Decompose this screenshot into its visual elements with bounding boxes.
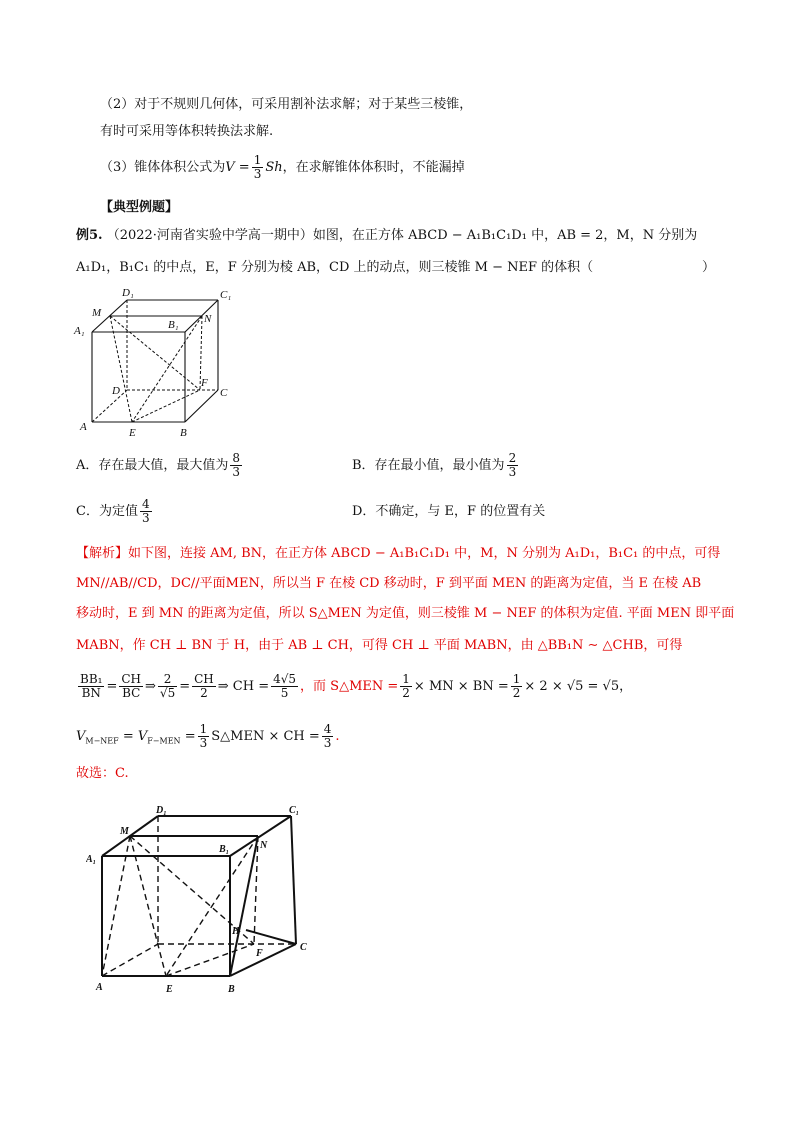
fig2-label-b: B xyxy=(228,984,235,995)
note-3-sh: Sh xyxy=(265,160,283,175)
edge-b-c xyxy=(185,390,218,422)
fig2-label-f: F xyxy=(256,948,263,959)
fig1-label-c: C xyxy=(220,387,228,399)
note-2-line1: （2）对于不规则几何体，可采用割补法求解；对于某些三棱锥， xyxy=(100,97,473,112)
eq2-frac-1: $\frac{1}{3}$ xyxy=(199,722,208,750)
solution-eq1 xyxy=(76,668,632,706)
fig2-label-a: A xyxy=(96,982,103,993)
solution-eq2 xyxy=(76,718,340,761)
solution-answer: 故选：C. xyxy=(76,766,129,781)
cube-figure-2 xyxy=(86,804,316,996)
eq1-end: × 2 × √5 = √5， xyxy=(524,679,633,694)
eq1-mid: ，而 S△MEN = xyxy=(300,679,399,694)
fig2-label-h: H xyxy=(232,926,240,937)
option-a-frac: $\frac{8}{3}$ xyxy=(232,451,241,479)
note-3 xyxy=(100,154,465,182)
eq2-v2: = V xyxy=(122,729,148,744)
note-3-prefix: （3）锥体体积公式为 xyxy=(100,160,226,175)
eq2-sub1: M−NEF xyxy=(85,736,119,746)
seg-m-f xyxy=(110,316,200,390)
eq1-implies-1: ⇒ xyxy=(145,679,156,694)
eq2-v1: V xyxy=(76,729,86,744)
option-c-text: C．为定值 xyxy=(76,504,138,519)
note-3-suffix: ，在求解锥体体积时，不能漏掉 xyxy=(282,160,465,175)
fig1-label-d1: D₁ xyxy=(122,287,134,299)
eq2-end: . xyxy=(335,729,340,744)
example-line1 xyxy=(76,226,697,246)
option-c xyxy=(76,498,154,526)
fig2-label-b1: B₁ xyxy=(219,844,230,855)
fig1-label-n: N xyxy=(204,313,212,325)
solution-line2: MN//AB//CD，DC//平面MEN，所以当 F 在棱 CD 移动时，F 到平面 MEN 的距离为定值，当 E 在棱 AB xyxy=(76,576,702,591)
eq1-mid2: × MN × BN = xyxy=(413,679,509,694)
eq1-equals-2: = xyxy=(179,679,191,694)
edge2-a-d xyxy=(102,944,158,976)
eq1-frac-6: $\frac{1}{2}$ xyxy=(402,672,410,700)
option-a xyxy=(76,452,244,480)
example-text-1: （2022·河南省实验中学高一期中）如图，在正方体 ABCD − A₁B₁C₁D₁ 中，AB = 2，M，N 分别为 xyxy=(106,228,698,243)
fig2-label-m: M xyxy=(120,826,129,837)
fig1-label-m: M xyxy=(92,307,102,319)
solution-line3: 移动时，E 到 MN 的距离为定值，所以 S△MEN 为定值，则三棱锥 M − NEF 的体积为定值. 平面 MEN 即平面 xyxy=(76,606,735,621)
note-3-frac: $\frac{1}{3}$ xyxy=(253,153,262,181)
solution-line4: MABN，作 CH ⊥ BN 于 H，由于 AB ⊥ CH，可得 CH ⊥ 平面 MABN，由 △BB₁N ∼ △CHB，可得 xyxy=(76,638,683,653)
eq1-frac-1: $\frac{\text{BB₁}}{BN}$ xyxy=(80,672,103,700)
fig1-label-c1: C₁ xyxy=(220,289,232,301)
edge2-b-c xyxy=(230,944,296,976)
eq1-frac-5: $\frac{4√5}{5}$ xyxy=(273,672,297,700)
example-line2: A₁D₁，B₁C₁ 的中点，E，F 分别为棱 AB，CD 上的动点，则三棱锥 M − NEF 的体积（ xyxy=(76,260,594,275)
edge2-c1-c xyxy=(291,816,296,944)
fig2-label-e: E xyxy=(166,984,173,995)
eq1-frac-7: $\frac{1}{2}$ xyxy=(512,672,521,700)
fig2-label-c1: C₁ xyxy=(289,805,300,816)
eq1-frac-3: $\frac{2}{√5}$ xyxy=(159,672,176,700)
option-b-text: B．存在最小值，最小值为 xyxy=(352,458,505,473)
eq1-frac-2: $\frac{CH}{BC}$ xyxy=(121,672,142,700)
fig1-label-e: E xyxy=(129,427,136,439)
option-c-frac: $\frac{4}{3}$ xyxy=(141,497,150,525)
fig1-label-a1: A₁ xyxy=(74,325,85,337)
note-2-line2: 有时可采用等体积转换法求解. xyxy=(100,124,274,139)
fig1-label-d: D xyxy=(112,385,120,397)
fig2-label-n: N xyxy=(260,840,268,851)
fig2-label-a1: A₁ xyxy=(86,854,97,865)
fig1-label-f: F xyxy=(201,377,208,389)
eq2-equals: = xyxy=(184,729,196,744)
fig1-label-b1: B₁ xyxy=(168,319,179,331)
solution-line1: 【解析】如下图，连接 AM, BN，在正方体 ABCD − A₁B₁C₁D₁ 中，M，N 分别为 A₁D₁，B₁C₁ 的中点，可得 xyxy=(76,546,721,561)
fig2-label-c: C xyxy=(300,942,307,953)
cube-figure-1 xyxy=(70,284,250,444)
fig2-label-d1: D₁ xyxy=(156,805,167,816)
option-b-frac: $\frac{2}{3}$ xyxy=(508,451,517,479)
option-d: D．不确定，与 E，F 的位置有关 xyxy=(352,504,546,519)
eq1-equals: = xyxy=(106,679,118,694)
eq1-implies-2: ⇒ CH = xyxy=(217,679,270,694)
eq2-sub2: F−MEN xyxy=(147,736,181,746)
fig1-label-b: B xyxy=(180,427,187,439)
example-label: 例5. xyxy=(76,228,103,243)
example-line2-paren: ） xyxy=(702,260,716,275)
fig1-label-a: A xyxy=(80,421,87,433)
eq2-s: S△MEN × CH = xyxy=(211,729,320,744)
note-3-v: V = xyxy=(225,160,250,175)
option-b xyxy=(352,452,520,480)
eq1-frac-4: $\frac{CH}{2}$ xyxy=(194,672,214,700)
eq2-frac-2: $\frac{4}{3}$ xyxy=(323,722,332,750)
edge-a-d xyxy=(92,390,127,422)
option-a-text: A．存在最大值，最大值为 xyxy=(76,458,229,473)
section-title: 【典型例题】 xyxy=(100,200,179,215)
